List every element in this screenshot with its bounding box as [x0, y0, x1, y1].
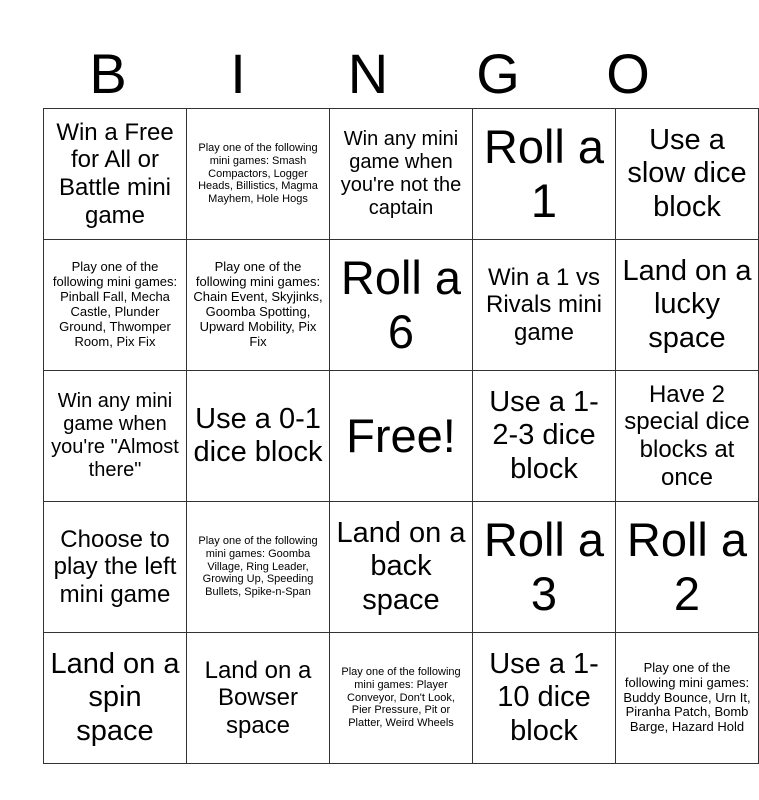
- free-space[interactable]: Free!: [330, 371, 473, 502]
- bingo-row: [44, 240, 759, 371]
- bingo-cell[interactable]: Win a Free for All or Battle mini game: [44, 109, 187, 240]
- bingo-row: [44, 109, 759, 240]
- bingo-cell[interactable]: Roll a 6: [330, 240, 473, 371]
- bingo-cell[interactable]: Win a 1 vs Rivals mini game: [473, 240, 616, 371]
- bingo-row: [44, 633, 759, 764]
- bingo-cell[interactable]: Win any mini game when you're "Almost there": [44, 371, 187, 502]
- bingo-cell[interactable]: Choose to play the left mini game: [44, 502, 187, 633]
- bingo-card-grid: [43, 108, 759, 764]
- header-letter-n: N: [347, 42, 389, 105]
- bingo-cell[interactable]: Roll a 1: [473, 109, 616, 240]
- bingo-cell[interactable]: Play one of the following mini games: Chain Event, Skyjinks, Goomba Spotting, Upward Mobility, Pix Fix: [187, 240, 330, 371]
- bingo-cell[interactable]: Have 2 special dice blocks at once: [616, 371, 759, 502]
- bingo-cell[interactable]: Play one of the following mini games: Buddy Bounce, Urn It, Piranha Patch, Bomb Barge, Hazard Hold: [616, 633, 759, 764]
- bingo-cell[interactable]: Play one of the following mini games: Pinball Fall, Mecha Castle, Plunder Ground, Thwomper Room, Pix Fix: [44, 240, 187, 371]
- bingo-cell[interactable]: Use a 0-1 dice block: [187, 371, 330, 502]
- bingo-cell[interactable]: Roll a 3: [473, 502, 616, 633]
- header-letter-o: O: [606, 42, 650, 105]
- bingo-cell[interactable]: Land on a lucky space: [616, 240, 759, 371]
- bingo-cell[interactable]: Win any mini game when you're not the captain: [330, 109, 473, 240]
- bingo-cell[interactable]: Land on a spin space: [44, 633, 187, 764]
- bingo-row: [44, 502, 759, 633]
- header-letter-b: B: [89, 42, 127, 105]
- bingo-row: [44, 371, 759, 502]
- bingo-cell[interactable]: Use a 1-10 dice block: [473, 633, 616, 764]
- bingo-cell[interactable]: Use a 1-2-3 dice block: [473, 371, 616, 502]
- bingo-cell[interactable]: Land on a Bowser space: [187, 633, 330, 764]
- bingo-cell[interactable]: Roll a 2: [616, 502, 759, 633]
- bingo-cell[interactable]: Play one of the following mini games: Goomba Village, Ring Leader, Growing Up, Speeding Bullets, Spike-n-Span: [187, 502, 330, 633]
- header-letter-i: I: [230, 42, 246, 105]
- bingo-cell[interactable]: Play one of the following mini games: Smash Compactors, Logger Heads, Billistics, Magma Mayhem, Hole Hogs: [187, 109, 330, 240]
- bingo-cell[interactable]: Land on a back space: [330, 502, 473, 633]
- bingo-cell[interactable]: Use a slow dice block: [616, 109, 759, 240]
- bingo-header: [43, 40, 693, 108]
- header-letter-g: G: [476, 42, 520, 105]
- bingo-cell[interactable]: Play one of the following mini games: Player Conveyor, Don't Look, Pier Pressure, Pit or Platter, Weird Wheels: [330, 633, 473, 764]
